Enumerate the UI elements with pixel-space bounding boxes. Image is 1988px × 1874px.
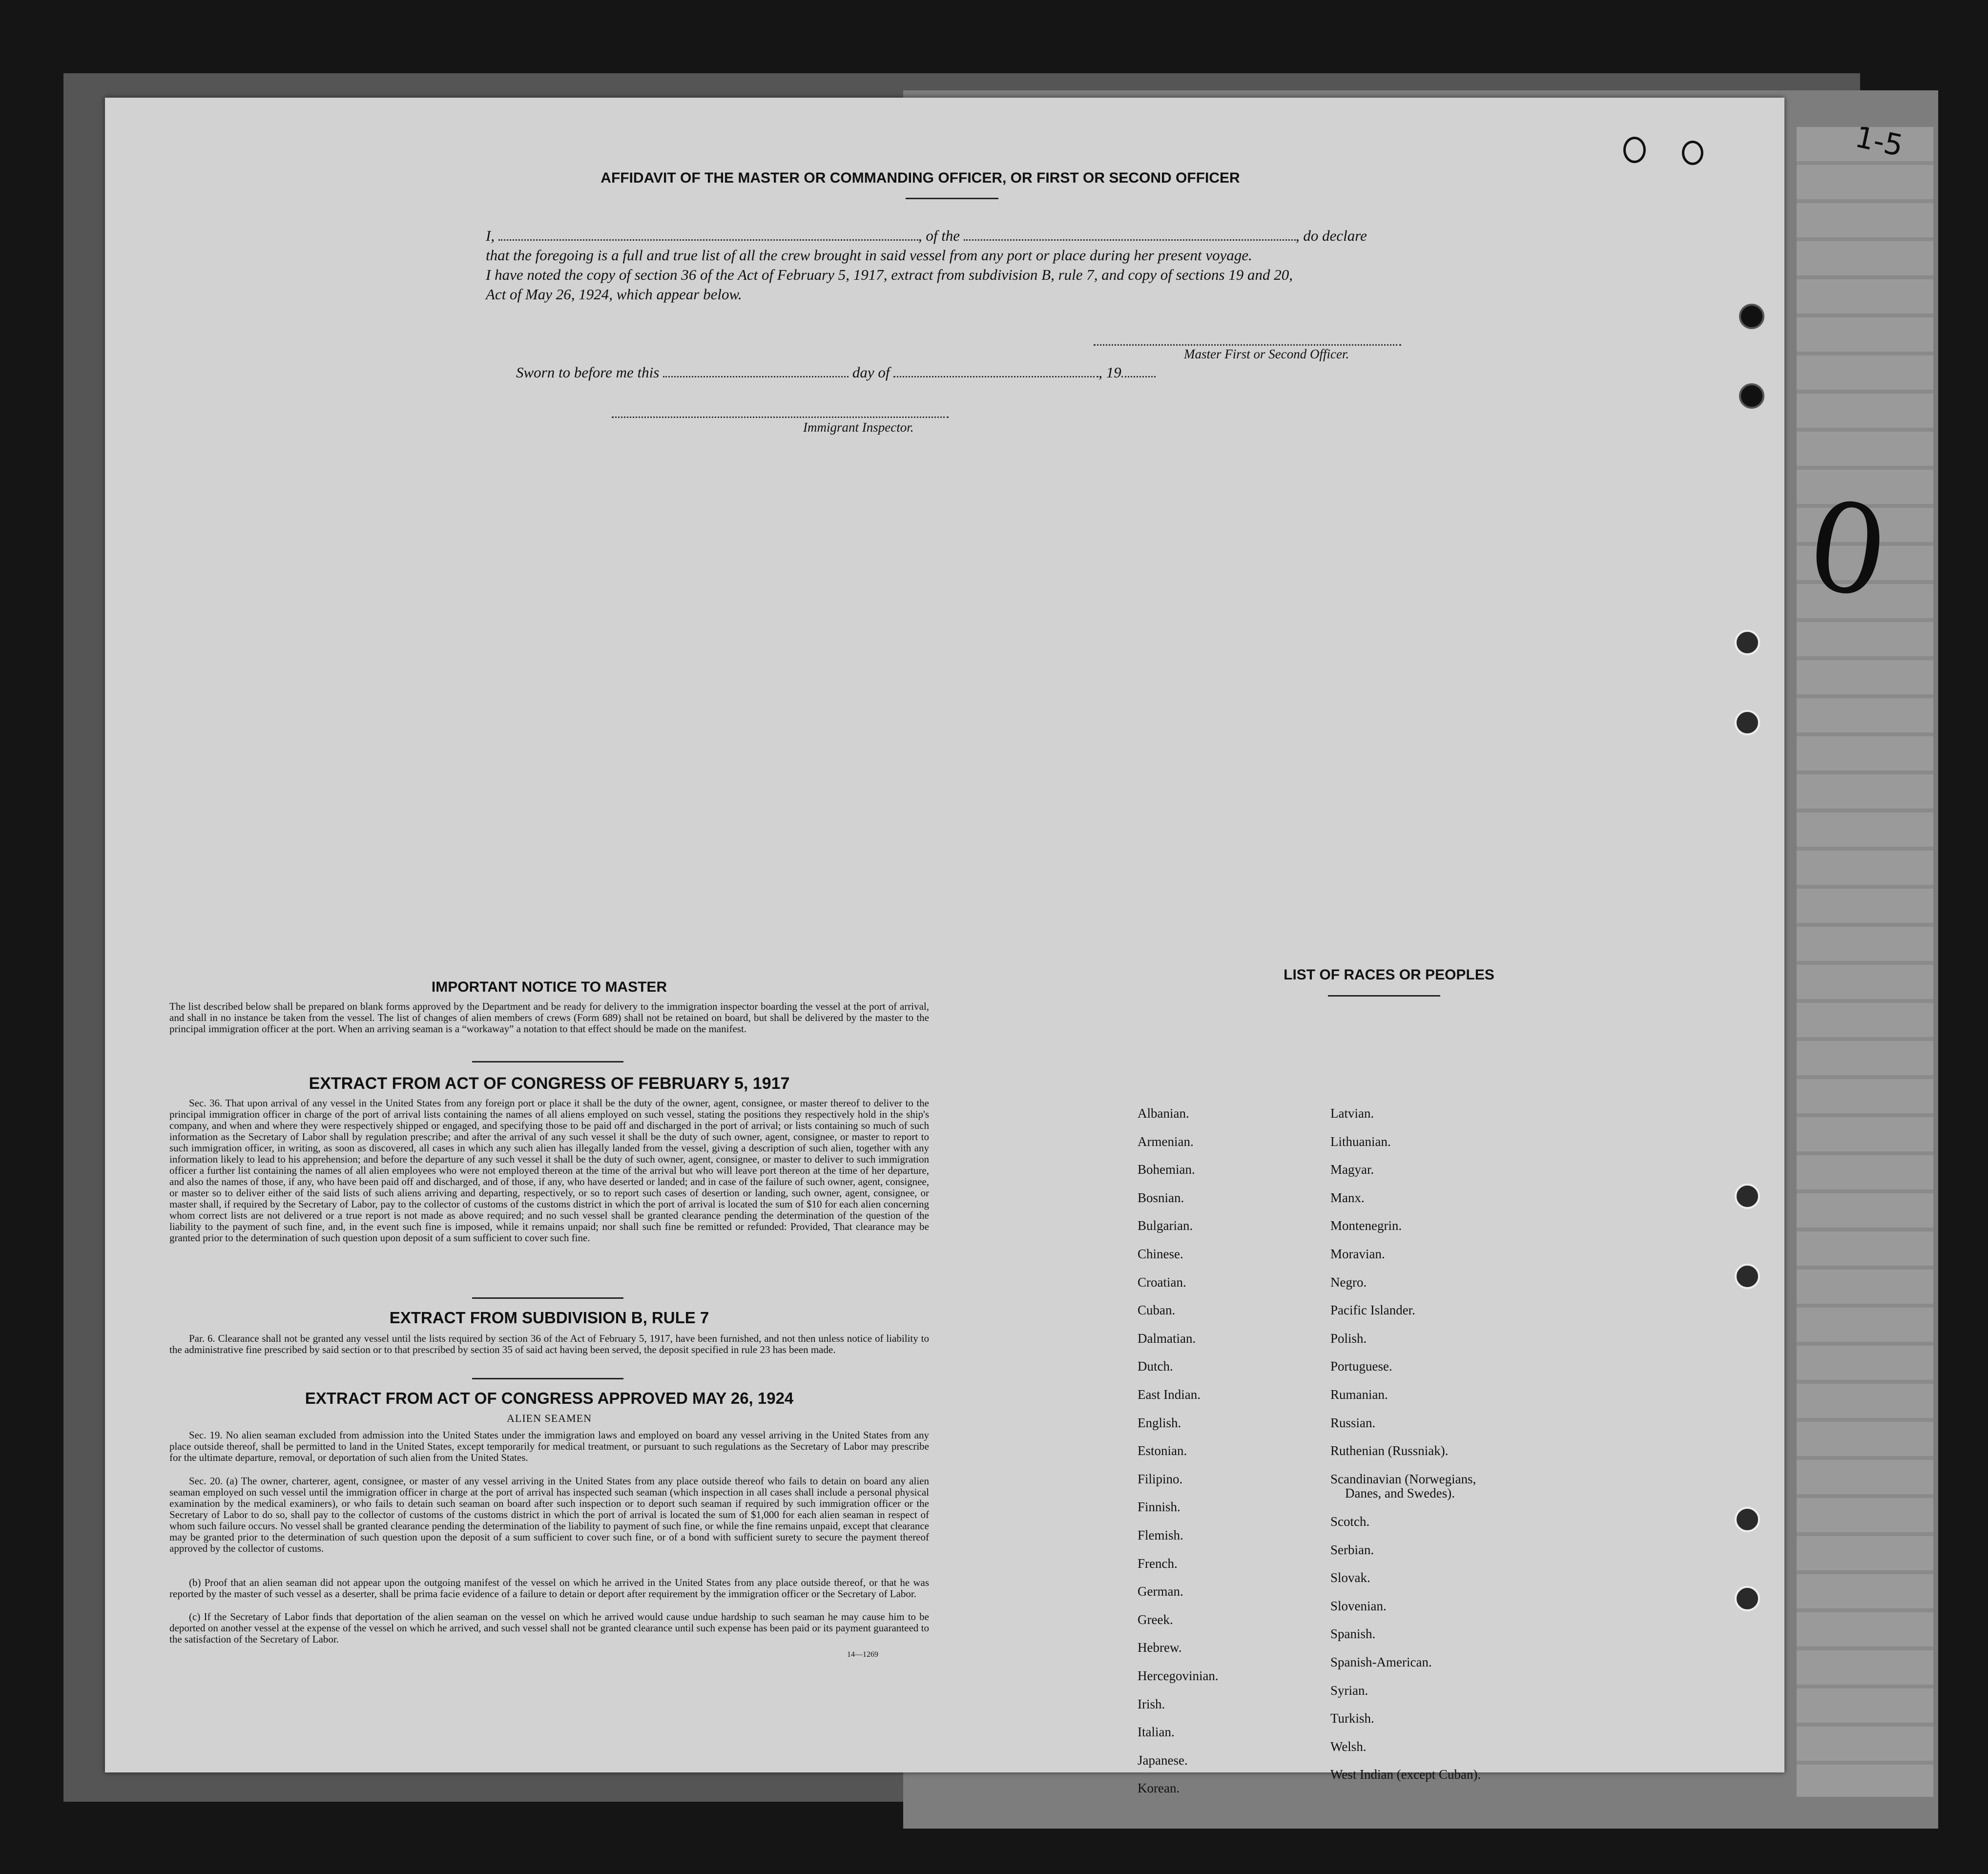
sec-20b-text: (b) Proof that an alien seaman did not appear upon the outgoing manifest of the vessel on which he arrived in the United States from any place outside thereof, or that he was reported by the master of such vessel as a deserter, shall be prima facie evidence of a failure to detain or deport after requirement by the immigration officer or the Secretary of Labor. xyxy=(169,1577,929,1600)
extract-1924-title: EXTRACT FROM ACT OF CONGRESS APPROVED MAY 26, 1924 xyxy=(305,1389,794,1407)
sworn-day: day of xyxy=(852,364,890,381)
sec-19-text: Sec. 19. No alien seaman excluded from admission into the United States under the immigration laws and employed on board any vessel arriving in the United States from any place outside thereof, shall be permitted to land in the United States, except temporarily for medical treatment, or pursuant to such regulations as the Secretary of Labor may prescribe for the ultimate departure, removal, or deportation of such alien from the United States. xyxy=(169,1429,929,1463)
binder-hole xyxy=(1735,1507,1760,1532)
inspector-signature-line[interactable] xyxy=(612,416,949,418)
race-item: Polish. xyxy=(1330,1331,1367,1346)
divider xyxy=(1328,995,1440,997)
punch-mark xyxy=(1682,141,1703,165)
race-item: Filipino. xyxy=(1138,1471,1183,1486)
race-item: English. xyxy=(1138,1415,1181,1430)
race-item: Welsh. xyxy=(1330,1739,1367,1754)
race-item: West Indian (except Cuban). xyxy=(1330,1767,1481,1782)
races-title: LIST OF RACES OR PEOPLES xyxy=(1284,967,1494,983)
race-item: Portuguese. xyxy=(1330,1359,1392,1374)
race-item: Hercegovinian. xyxy=(1138,1668,1219,1683)
inspector-label: Immigrant Inspector. xyxy=(803,420,914,435)
binder-hole xyxy=(1735,710,1760,735)
manifest-page xyxy=(105,98,1784,1796)
declare-i: I, xyxy=(486,227,495,244)
race-item: Korean. xyxy=(1138,1781,1180,1796)
race-item: Irish. xyxy=(1138,1696,1165,1711)
race-item: Spanish. xyxy=(1330,1626,1376,1642)
declare-of-the: , of the xyxy=(918,227,960,244)
race-item: Syrian. xyxy=(1330,1683,1368,1698)
race-item: Danes, and Swedes). xyxy=(1345,1486,1455,1501)
race-item: Russian. xyxy=(1330,1415,1376,1430)
stacked-page-edges xyxy=(1797,127,1933,1797)
divider xyxy=(906,198,998,199)
race-item: Bohemian. xyxy=(1138,1162,1195,1177)
declaration-line-2: that the foregoing is a full and true list of all the crew brought in said vessel from any port or place during her present voyage. xyxy=(486,247,1252,264)
race-item: Cuban. xyxy=(1138,1303,1176,1318)
signature-line[interactable] xyxy=(1094,344,1401,346)
race-item: Scotch. xyxy=(1330,1514,1370,1529)
handwritten-mark: 0 xyxy=(1799,474,1896,625)
binder-hole xyxy=(1735,1184,1760,1209)
race-item: French. xyxy=(1138,1556,1178,1571)
race-item: Montenegrin. xyxy=(1330,1218,1402,1233)
race-item: Armenian. xyxy=(1138,1134,1194,1149)
sec-20c-text: (c) If the Secretary of Labor finds that deportation of the alien seaman on the vessel on which he arrived would cause undue hardship to such seaman he may cause him to be deported on another vessel at the expense of the vessel on which he arrived, and such vessel shall not be granted clearance until such expense has been paid or its payment guaranteed to the satisfaction of the Secretary of Labor. xyxy=(169,1611,929,1645)
race-item: Dutch. xyxy=(1138,1359,1173,1374)
binder-hole xyxy=(1735,1264,1760,1289)
sworn-line xyxy=(516,364,1492,381)
race-item: Italian. xyxy=(1138,1725,1175,1740)
divider xyxy=(472,1061,623,1062)
race-item: Chinese. xyxy=(1138,1247,1183,1261)
declaration-line-1 xyxy=(486,227,1521,245)
race-item: Rumanian. xyxy=(1330,1387,1388,1402)
race-item: East Indian. xyxy=(1138,1387,1201,1402)
sworn-year-blank[interactable] xyxy=(1121,375,1156,377)
handwritten-page-number: 1-5 xyxy=(1852,120,1906,164)
race-item: Slovenian. xyxy=(1330,1598,1387,1613)
race-item: Bulgarian. xyxy=(1138,1218,1193,1233)
binder-hole xyxy=(1735,630,1760,655)
race-item: Latvian. xyxy=(1330,1106,1374,1121)
divider xyxy=(472,1378,623,1379)
race-item: Ruthenian (Russniak). xyxy=(1330,1443,1449,1458)
race-item: Serbian. xyxy=(1330,1542,1374,1557)
binder-hole xyxy=(1735,1586,1760,1611)
race-item: Finnish. xyxy=(1138,1499,1180,1515)
notice-text: The list described below shall be prepared on blank forms approved by the Department and be ready for delivery to the immigration inspector boarding the vessel at the port of arrival, and shall in no instance be taken from the vessel. The list of changes of alien members of crews (Form 689) shall not be retained on board, but shall be delivered by the master to the principal immigration officer at the port. When an arriving seaman is a “workaway” a notation to that effect should be made on the manifest. xyxy=(169,1000,929,1035)
race-item: Albanian. xyxy=(1138,1106,1189,1121)
race-item: Japanese. xyxy=(1138,1752,1188,1768)
race-item: Lithuanian. xyxy=(1330,1134,1391,1149)
sworn-start: Sworn to before me this xyxy=(516,364,660,381)
race-item: Magyar. xyxy=(1330,1162,1374,1177)
declaration-line-3: I have noted the copy of section 36 of the Act of February 5, 1917, extract from subdivision B, rule 7, and copy of sections 19 and 20, xyxy=(486,266,1293,283)
notice-title: IMPORTANT NOTICE TO MASTER xyxy=(431,979,667,995)
race-item: Manx. xyxy=(1330,1190,1365,1205)
race-item: Slovak. xyxy=(1330,1570,1370,1585)
affidavit-title: AFFIDAVIT OF THE MASTER OR COMMANDING OFFICER, OR FIRST OR SECOND OFFICER xyxy=(601,170,1240,186)
race-item: Pacific Islander. xyxy=(1330,1303,1415,1318)
binder-hole xyxy=(1739,304,1764,329)
vessel-blank[interactable] xyxy=(964,239,1296,241)
extract-1917-text: Sec. 36. That upon arrival of any vessel in the United States from any foreign port or place it shall be the duty of the owner, agent, consignee, or master thereof to deliver to the principal immigration officer in charge of the port of arrival lists containing the names of all aliens employed on such vessel, stating the positions they respectively hold in the ship's company, and when and where they were respectively shipped or engaged, and specifying those to be paid off and discharged in the port of arrival; or lists containing so much of such information as the Secretary of Labor shall by regulation prescribe; and after the arrival of any such vessel it shall be the duty of such owner, agent, consignee, or master to report to such immigration officer, in writing, as soon as discovered, all cases in which any such alien has illegally landed from the vessel, giving a description of such alien, together with any information likely to lead to his apprehension; and before the departure of any such vessel it shall be the duty of such owner, agent, consignee, or master to deliver to such immigration officer a further list containing the names of all alien employees who were not employed thereon at the time of the arrival but who will leave port thereon at the time of her departure, and also the names of those, if any, who have been paid off and discharged, and of those, if any, who have deserted or landed; and in case of the failure of such owner, agent, consignee, or master so to deliver either of the said lists of such aliens arriving and departing, respectively, or so to report such cases of desertion or landing, such owner, agent, consignee, or master shall, if required by the Secretary of Labor, pay to the collector of customs of the customs district in which the port of arrival is located the sum of $10 for each alien concerning whom correct lists are not delivered or a true report is not made as above required; and no such vessel shall be granted clearance pending the determination of the question of the liability to the payment of such fine, and, in the event such fine is imposed, while it remains unpaid; nor shall such fine be remitted or refunded: Provided, That clearance may be granted prior to the determination of such question upon deposit of a sum sufficient to cover such fine. xyxy=(169,1097,929,1244)
signature-label: Master First or Second Officer. xyxy=(1184,347,1349,361)
race-item: Estonian. xyxy=(1138,1443,1187,1458)
race-item: Spanish-American. xyxy=(1330,1655,1432,1669)
race-item: Turkish. xyxy=(1330,1711,1374,1726)
race-item: Scandinavian (Norwegians, xyxy=(1330,1471,1476,1486)
punch-mark xyxy=(1623,137,1646,163)
extract-1917-title: EXTRACT FROM ACT OF CONGRESS OF FEBRUARY 5, 1917 xyxy=(309,1074,790,1093)
divider xyxy=(472,1297,623,1299)
declare-end: , do declare xyxy=(1295,227,1367,244)
race-item: Dalmatian. xyxy=(1138,1331,1196,1346)
race-item: German. xyxy=(1138,1584,1183,1599)
extract-rule7-text: Par. 6. Clearance shall not be granted any vessel until the lists required by section 36 of the Act of February 5, 1917, have been furnished, and not then unless notice of liability to the administrative fine prescribed by said section or to that prescribed by section 35 of said act having been served, the deposit specified in rule 23 has been made. xyxy=(169,1333,929,1355)
race-item: Hebrew. xyxy=(1138,1640,1182,1655)
race-item: Flemish. xyxy=(1138,1528,1183,1542)
declaration-line-4: Act of May 26, 1924, which appear below. xyxy=(486,286,742,303)
name-blank[interactable] xyxy=(498,239,918,241)
race-item: Bosnian. xyxy=(1138,1190,1184,1205)
binder-hole xyxy=(1739,383,1764,409)
race-item: Moravian. xyxy=(1330,1247,1385,1261)
form-number: 14—1269 xyxy=(847,1650,878,1659)
extract-rule7-title: EXTRACT FROM SUBDIVISION B, RULE 7 xyxy=(389,1309,709,1327)
race-item: Greek. xyxy=(1138,1612,1173,1627)
sworn-month-blank[interactable] xyxy=(893,375,1098,377)
sec-20a-text: Sec. 20. (a) The owner, charterer, agent, consignee, or master of any vessel arriving in the United States from any place outside thereof who fails to detain on board any alien seaman employed on such vessel until the immigration officer in charge at the port of arrival has inspected such seaman (which inspection in all cases shall include a personal physical examination by the medical examiners), or who fails to detain such seaman on board after such inspection or to deport such seaman if required by such immigration officer or the Secretary of Labor to do so, shall pay to the collector of customs of the customs district in which the port of arrival is located the sum of $1,000 for each alien seaman in respect of whom such failure occurs. No vessel shall be granted clearance pending the determination of the liability to payment of such fine, or while the fine remains unpaid, except that clearance may be granted prior to the determination of such question upon the deposit of a sum sufficient to cover such fine, or of a bond with sufficient surety to secure the payment thereof approved by the collector of customs. xyxy=(169,1475,929,1554)
alien-seamen-subtitle: ALIEN SEAMEN xyxy=(507,1412,592,1424)
sworn-day-blank[interactable] xyxy=(663,375,849,377)
race-item: Negro. xyxy=(1330,1274,1367,1290)
race-item: Croatian. xyxy=(1138,1274,1186,1290)
sworn-year: , 19 xyxy=(1098,364,1121,381)
